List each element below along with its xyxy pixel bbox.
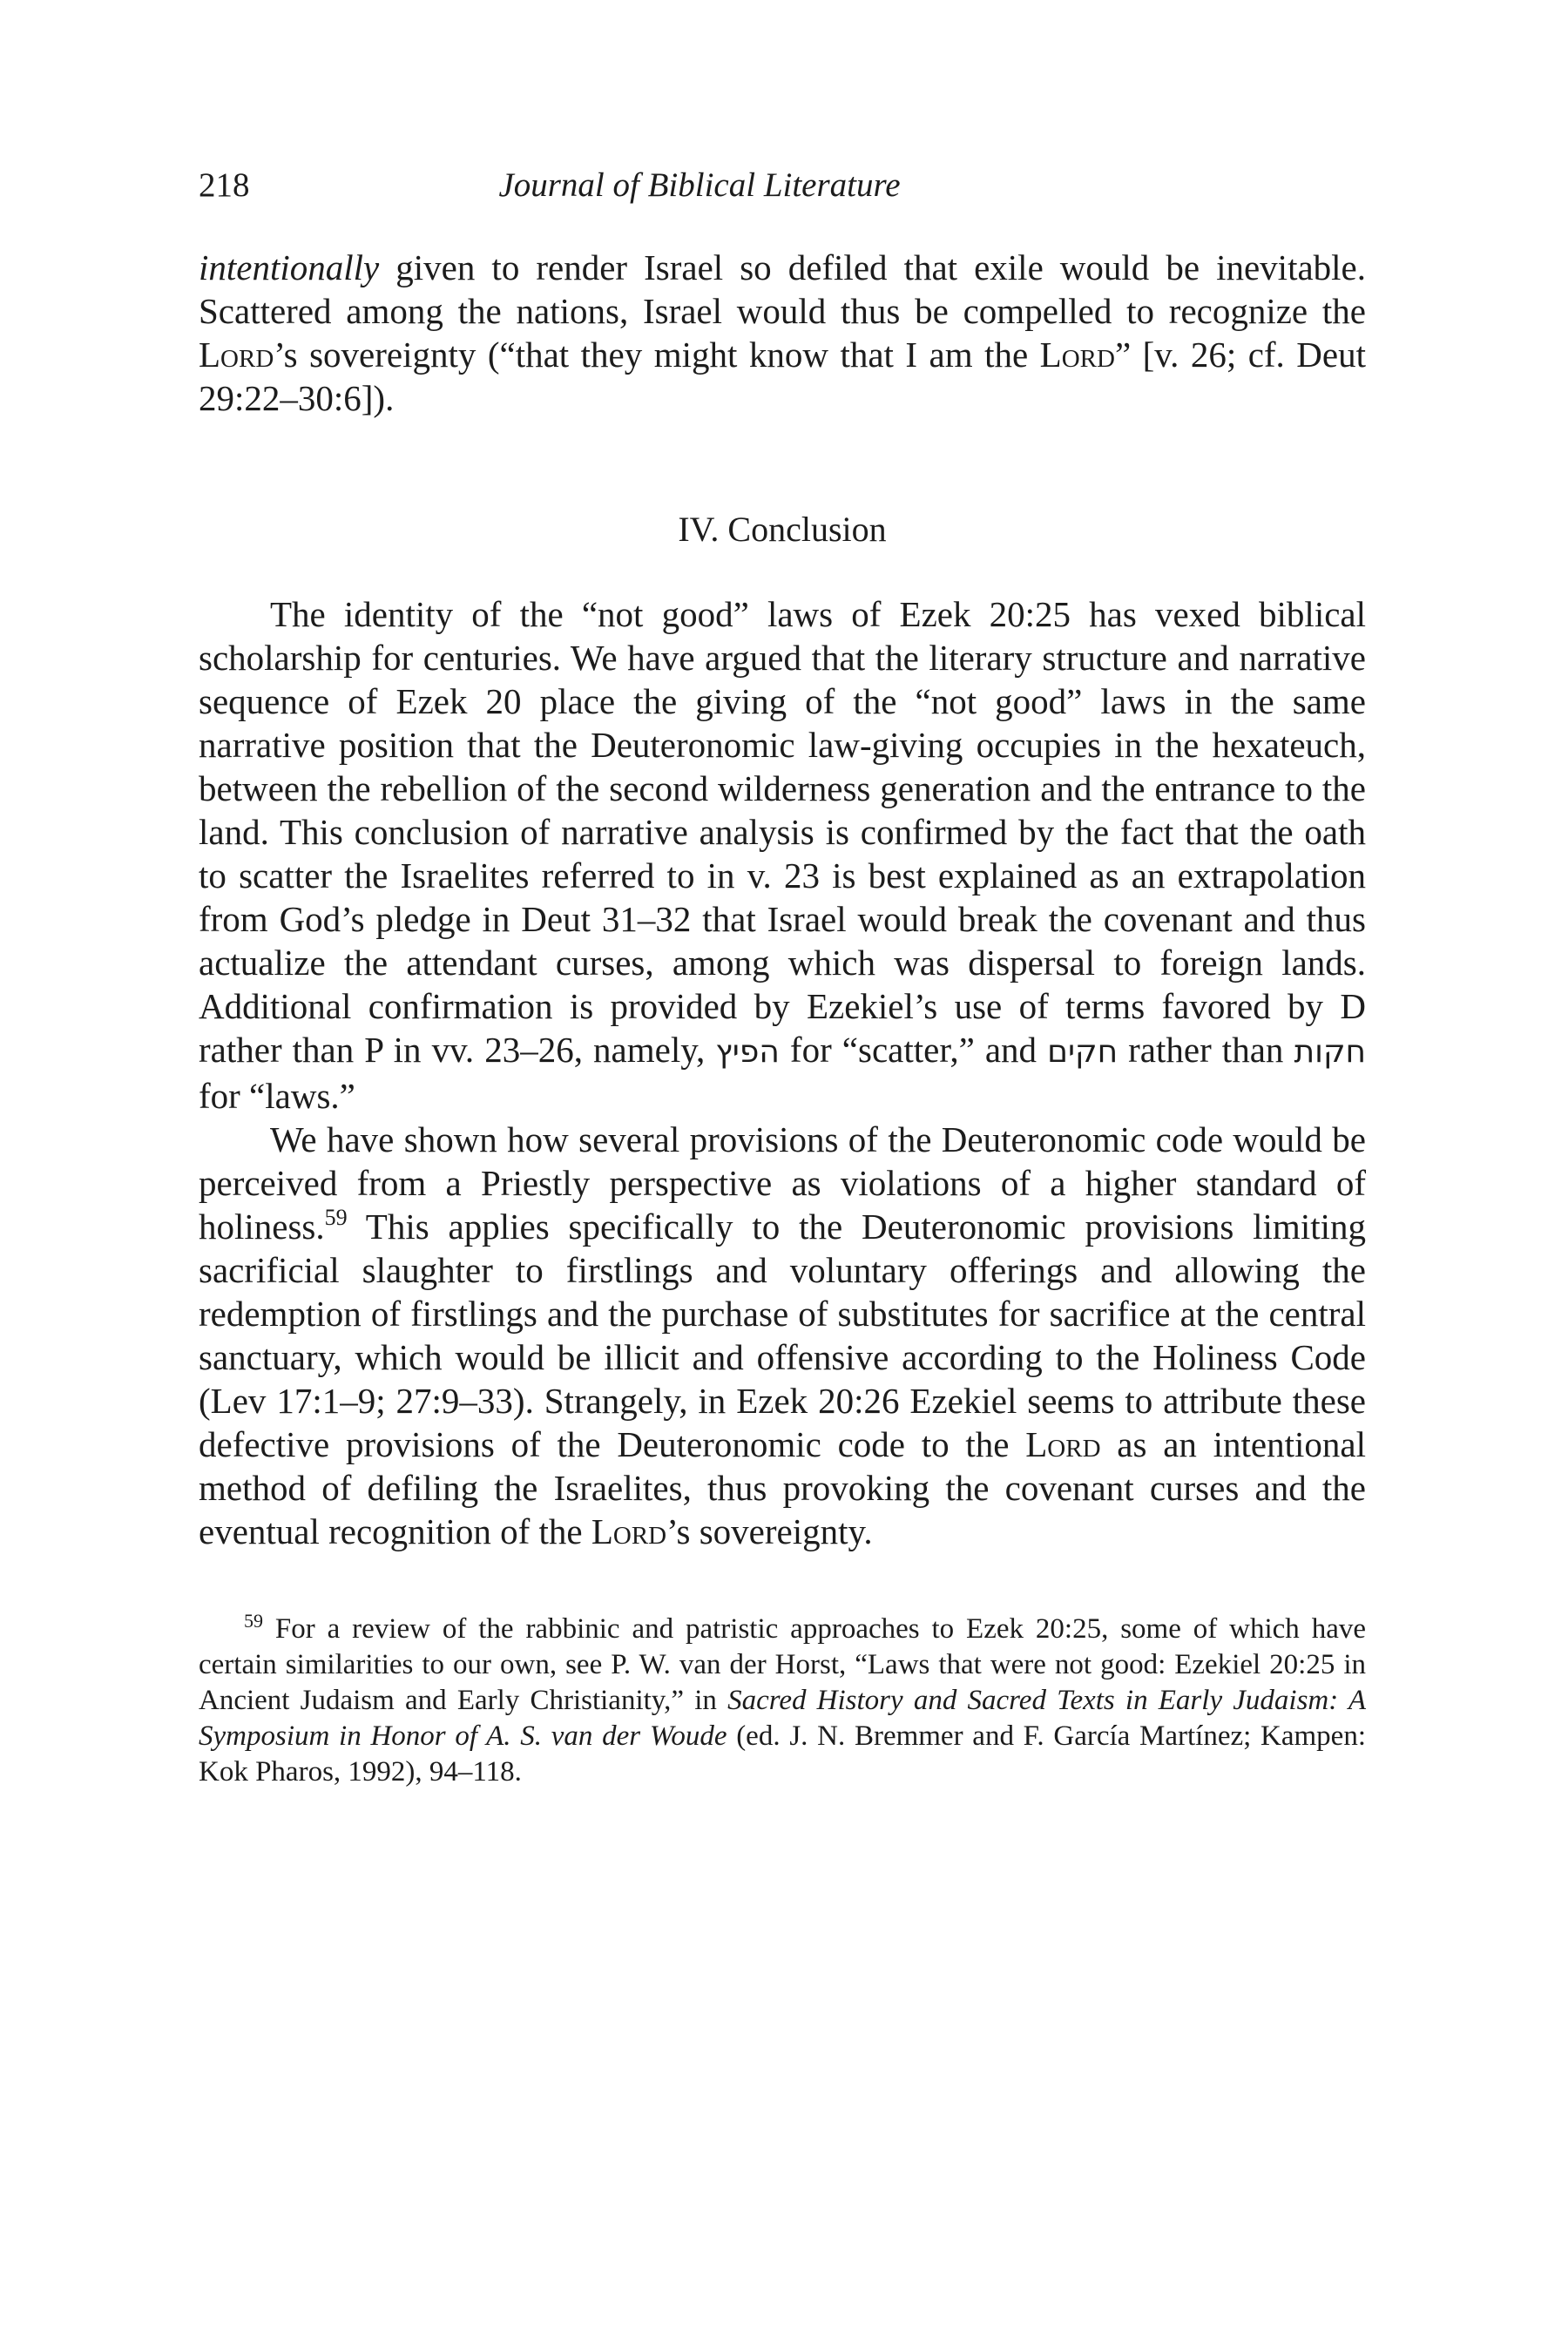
text-run: for “laws.” — [199, 1076, 355, 1116]
text-run: rather than — [1118, 1030, 1294, 1070]
italic-word: intentionally — [199, 247, 380, 287]
conclusion-paragraph-2 — [199, 1118, 1366, 1553]
text-run: for “scatter,” and — [779, 1030, 1048, 1070]
text-run: The identity of the “not good” laws of Ezek 20:25 has vexed biblical scholarship for centuries. We have argued that the literary structure and narrative sequence of Ezek 20 place the giving of the “not good” laws in the same narrative position that the Deuteronomic law-giving occupies in the hexateuch, between the rebellion of the second wilderness generation and the entrance to the land. This conclusion of narrative analysis is confirmed by the fact that the oath to scatter the Israelites referred to in v. 23 is best explained as an extrapolation from God’s pledge in Deut 31–32 that Israel would break the covenant and thus actualize the attendant curses, among which was dispersal to foreign lands. Additional confirmation is provided by Ezekiel’s use of terms favored by D rather than P in vv. 23–26, namely, — [199, 594, 1366, 1070]
intro-text — [199, 246, 1366, 420]
footnote-text — [199, 1612, 1366, 1790]
lord-small-caps: Lord — [591, 1511, 667, 1551]
hebrew-term-chuqqim: חקים — [1047, 1034, 1119, 1070]
lord-small-caps: Lord — [1025, 1424, 1101, 1464]
text-run: given to render Israel so defiled that exile would be inevitable. Scattered among the nations, Israel would thus be compelled to recognize the — [199, 247, 1366, 331]
intro-paragraph — [199, 246, 1366, 420]
journal-title: Journal of Biblical Literature — [498, 166, 901, 204]
hebrew-term-scatter: הפיץ — [715, 1034, 780, 1070]
text-run: ’s sovereignty. — [666, 1511, 873, 1551]
text-run: ’s sovereignty (“that they might know that I am the — [274, 335, 1040, 375]
footnote-59 — [199, 1612, 1366, 1790]
text-run: ” [v. 26; cf. Deut 29:22–30:6]). — [199, 335, 1366, 418]
book-title: Sacred History and Sacred Texts in Early Judaism: A Symposium in Honor of A. S. van der Woude — [199, 1685, 1366, 1752]
conclusion-body — [199, 592, 1366, 1553]
hebrew-term-chuqqot: חקות — [1294, 1034, 1366, 1070]
running-header — [199, 159, 1366, 212]
text-run: This applies specifically to the Deuteronomic provisions limiting sacrificial slaughter to firstlings and voluntary offerings and allowing the redemption of firstlings and the purchase of substitutes for sacrifice at the central sanctuary, which would be illicit and offensive according to the Holiness Code (Lev 17:1–9; 27:9–33). Strangely, in Ezek 20:26 Ezekiel seems to attribute these defective provisions of the Deuteronomic code to the — [199, 1206, 1366, 1464]
conclusion-paragraph-1 — [199, 592, 1366, 1118]
text-run: as an intentional method of defiling the Israelites, thus provoking the covenant curses and the eventual recognition of the — [199, 1424, 1366, 1551]
footnote-number: 59 — [244, 1610, 263, 1632]
footnote-reference[interactable]: 59 — [324, 1205, 348, 1230]
text-run: For a review of the rabbinic and patristic approaches to Ezek 20:25, some of which have certain similarities to our own, see P. W. van der Horst, “Laws that were not good: Ezekiel 20:25 in Ancient Judaism and Early Christianity,” in — [199, 1613, 1366, 1716]
lord-small-caps: Lord — [199, 335, 274, 375]
page-number: 218 — [199, 166, 250, 204]
section-heading: IV. Conclusion — [678, 510, 887, 549]
text-run: (ed. J. N. Bremmer and F. García Martínez; Kampen: Kok Pharos, 1992), 94–118. — [199, 1720, 1366, 1788]
text-run: We have shown how several provisions of the Deuteronomic code would be perceived from a Priestly perspective as violations of a higher standard of holiness. — [199, 1119, 1366, 1247]
lord-small-caps: Lord — [1039, 335, 1115, 375]
